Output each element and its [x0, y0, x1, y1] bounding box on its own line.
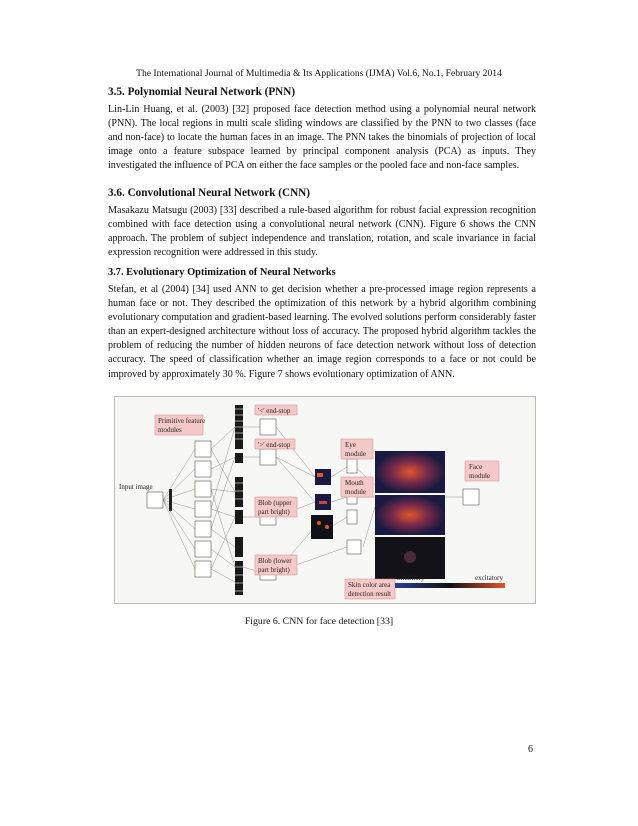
- label-excitatory: excitatory: [475, 574, 503, 582]
- feature-map-stripes: [235, 405, 243, 595]
- label-skin: Skin color area: [348, 581, 391, 589]
- label-primitive-2: modules: [158, 426, 182, 434]
- figure-caption: Figure 6. CNN for face detection [33]: [244, 616, 394, 627]
- label-primitive: Primitive feature: [158, 417, 206, 425]
- label-eye-2: module: [345, 450, 366, 458]
- primitive-feature-nodes: [195, 441, 211, 577]
- label-blob-lower: Blob (lower: [258, 557, 292, 565]
- label-blob-upper: Blob (upper: [258, 499, 292, 507]
- page-number: 6: [528, 744, 533, 755]
- section-text-pnn: Lin-Lin Huang, et al. (2003) [32] proposed face detection method using a polynomial neural network (PNN). The local regions in multi scale sliding windows are classified by the PNN to two classes (face and non-face) to locate the human faces in an image. The PNN takes the binomials of projection of local image onto a feature subspace learned by principal component analysis (PCA) as inputs. They investigated the influence of PCA on either the face samples or the pooled face and non-face samples.: [108, 104, 536, 172]
- legend-gradient-bar: [395, 583, 505, 588]
- label-blob-lower-2: part bright): [258, 566, 290, 574]
- label-eye: Eye: [345, 441, 356, 449]
- input-stripe: [169, 489, 172, 511]
- eye-feature-spot: [317, 473, 323, 477]
- label-face: Face: [469, 463, 483, 471]
- cnn-figure: [114, 396, 536, 604]
- section-text-evolutionary: Stefan, et al (2004) [34] used ANN to get decision whether a pre-processed image region represents a human face or not. They described the optimization of this network by a hybrid algorithm combining evolutionary computation and gradient-based learning. The evolved solutions perform considerably faster than an expert-designed architecture without loss of accuracy. The proposed hybrid algorithm tackles the problem of reducing the number of hidden neurons of face detection network without loss of detection accuracy. The speed of classification whether an image region corresponds to a face or not could be improved by approximately 30 %. Figure 7 shows evolutionary optimization of ANN.: [108, 284, 536, 380]
- label-mouth-2: module: [345, 488, 366, 496]
- blob-upper-spot-2: [325, 525, 329, 529]
- running-header: The International Journal of Multimedia & Its Applications (IJMA) Vol.6, No.1, February 2014: [136, 68, 502, 79]
- label-input-image: Input image: [119, 483, 153, 491]
- label-skin-2: detection result: [348, 590, 391, 598]
- section-heading-pnn: 3.5. Polynomial Neural Network (PNN): [108, 86, 296, 98]
- label-inhibitory: inhibitory: [397, 574, 425, 582]
- label-blob-upper-2: part bright): [258, 508, 290, 516]
- face-module-node: [463, 489, 479, 505]
- skin-activation-spot: [404, 551, 416, 563]
- blob-upper-map: [311, 515, 333, 539]
- eye-activation-map: [375, 451, 445, 493]
- input-image-node: [147, 492, 163, 508]
- section-text-cnn: Masakazu Matsugu (2003) [33] described a rule-based algorithm for robust facial expression recognition combined with face detection using a convolutional neural network (CNN). Figure 6 shows the CNN approach. The problem of subject independence and translation, rotation, and scale invariance in facial expression recognition were addressed in this study.: [108, 205, 536, 259]
- section-heading-cnn: 3.6. Convolutional Neural Network (CNN): [108, 187, 310, 199]
- mouth-feature-spot: [319, 501, 327, 504]
- section-heading-evolutionary: 3.7. Evolutionary Optimization of Neural Networks: [108, 267, 336, 278]
- mouth-activation-map: [375, 495, 445, 535]
- label-endstop-1: '<' end-stop: [258, 407, 291, 415]
- label-face-2: module: [469, 472, 490, 480]
- label-endstop-2: '>' end-stop: [258, 441, 291, 449]
- cnn-diagram: [115, 397, 535, 603]
- blob-upper-spot: [317, 521, 321, 525]
- figure-labels: [119, 407, 503, 598]
- module-nodes: [347, 459, 361, 554]
- label-mouth: Mouth: [345, 479, 364, 487]
